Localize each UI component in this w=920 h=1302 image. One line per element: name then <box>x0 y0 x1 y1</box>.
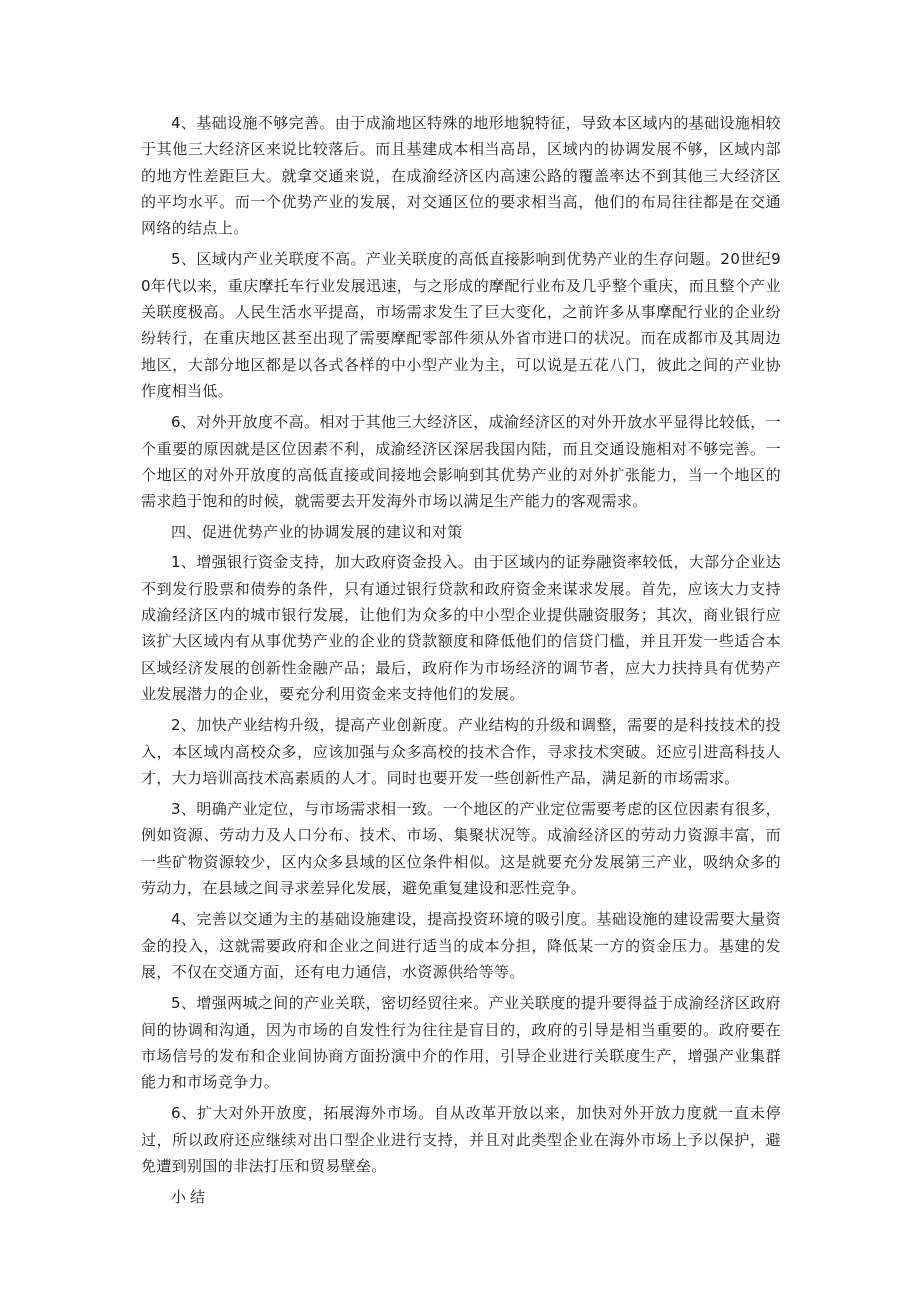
paragraph-openness-low: 6、对外开放度不高。相对于其他三大经济区，成渝经济区的对外开放水平显得比较低，一个重要的原因就是区位因素不利，成渝经济区深居我国内陆，而且交通设施相对不够完善。一个地区的对外开放度的高低直接或间接地会影响到其优势产业的对外扩张能力，当一个地区的需求趋于饱和的时候，就需要去开发海外市场以满足生产能力的客观需求。 <box>141 413 781 511</box>
paragraph-industry-positioning: 3、明确产业定位，与市场需求相一致。一个地区的产业定位需要考虑的区位因素有很多，例如资源、劳动力及人口分布、技术、市场、集聚状况等。成渝经济区的劳动力资源丰富，而一些矿物资源较少，区内众多县域的区位条件相似。这是就要充分发展第三产业，吸纳众多的劳动力，在县域之间寻求差异化发展，避免重复建设和恶性竞争。 <box>141 800 781 898</box>
paragraph-industry-linkage-low: 5、区域内产业关联度不高。产业关联度的高低直接影响到优势产业的生存问题。20世纪90年代以来，重庆摩托车行业发展迅速，与之形成的摩配行业布及几乎整个重庆，而且整个产业关联度极高。人民生活水平提高，市场需求发生了巨大变化，之前许多从事摩配行业的企业纷纷转行，在重庆地区甚至出现了需要摩配零部件须从外省市进口的状况。而在成都市及其周边地区，大部分地区都是以各式各样的中小型产业为主，可以说是五花八门，彼此之间的产业协作度相当低。 <box>141 250 781 400</box>
paragraph-bank-funding: 1、增强银行资金支持，加大政府资金投入。由于区域内的证券融资率较低，大部分企业达不到发行股票和债券的条件，只有通过银行贷款和政府资金来谋求发展。首先，应该大力支持成渝经济区内的城市银行发展，让他们为众多的中小型企业提供融资服务；其次，商业银行应该扩大区域内有从事优势产业的企业的贷款额度和降低他们的信贷门槛，并且开发一些适合本区域经济发展的创新性金融产品；最后，政府作为市场经济的调节者，应大力扶持具有优势产业发展潜力的企业，要充分利用资金来支持他们的发展。 <box>141 553 781 703</box>
paragraph-industrial-upgrade: 2、加快产业结构升级，提高产业创新度。产业结构的升级和调整，需要的是科技技术的投入，本区域内高校众多，应该加强与众多高校的技术合作，寻求技术突破。还应引进高科技人才，大力培训高技术高素质的人才。同时也要开发一些创新性产品，满足新的市场需求。 <box>141 716 781 787</box>
section-heading-suggestions: 四、促进优势产业的协调发展的建议和对策 <box>171 523 463 542</box>
paragraph-overseas-market: 6、扩大对外开放度，拓展海外市场。自从改革开放以来，加快对外开放力度就一直未停过，所以政府还应继续对出口型企业进行支持，并且对此类型企业在海外市场上予以保护，避免遭到别国的非法打压和贸易壁垒。 <box>141 1104 781 1175</box>
document-page <box>141 110 781 1210</box>
paragraph-infrastructure-weakness: 4、基础设施不够完善。由于成渝地区特殊的地形地貌特征，导致本区域内的基础设施相较于其他三大经济区来说比较落后。而且基建成本相当高昂，区域内的协调发展不够，区域内部的地方性差距巨大。就拿交通来说，在成渝经济区内高速公路的覆盖率达不到其他三大经济区的平均水平。而一个优势产业的发展，对交通区位的要求相当高，他们的布局往往都是在交通网络的结点上。 <box>141 114 781 238</box>
summary-heading: 小结 <box>171 1188 210 1207</box>
paragraph-city-linkage: 5、增强两城之间的产业关联，密切经贸往来。产业关联度的提升要得益于成渝经济区政府间的协调和沟通，因为市场的自发性行为往往是盲目的，政府的引导是相当重要的。政府要在市场信号的发布和企业间协商方面扮演中介的作用，引导企业进行关联度生产，增强产业集群能力和市场竞争力。 <box>141 994 781 1092</box>
paragraph-infrastructure-building: 4、完善以交通为主的基础设施建设，提高投资环境的吸引度。基础设施的建设需要大量资金的投入，这就需要政府和企业之间进行适当的成本分担，降低某一方的资金压力。基建的发展，不仅在交通方面，还有电力通信，水资源供给等等。 <box>141 910 781 981</box>
